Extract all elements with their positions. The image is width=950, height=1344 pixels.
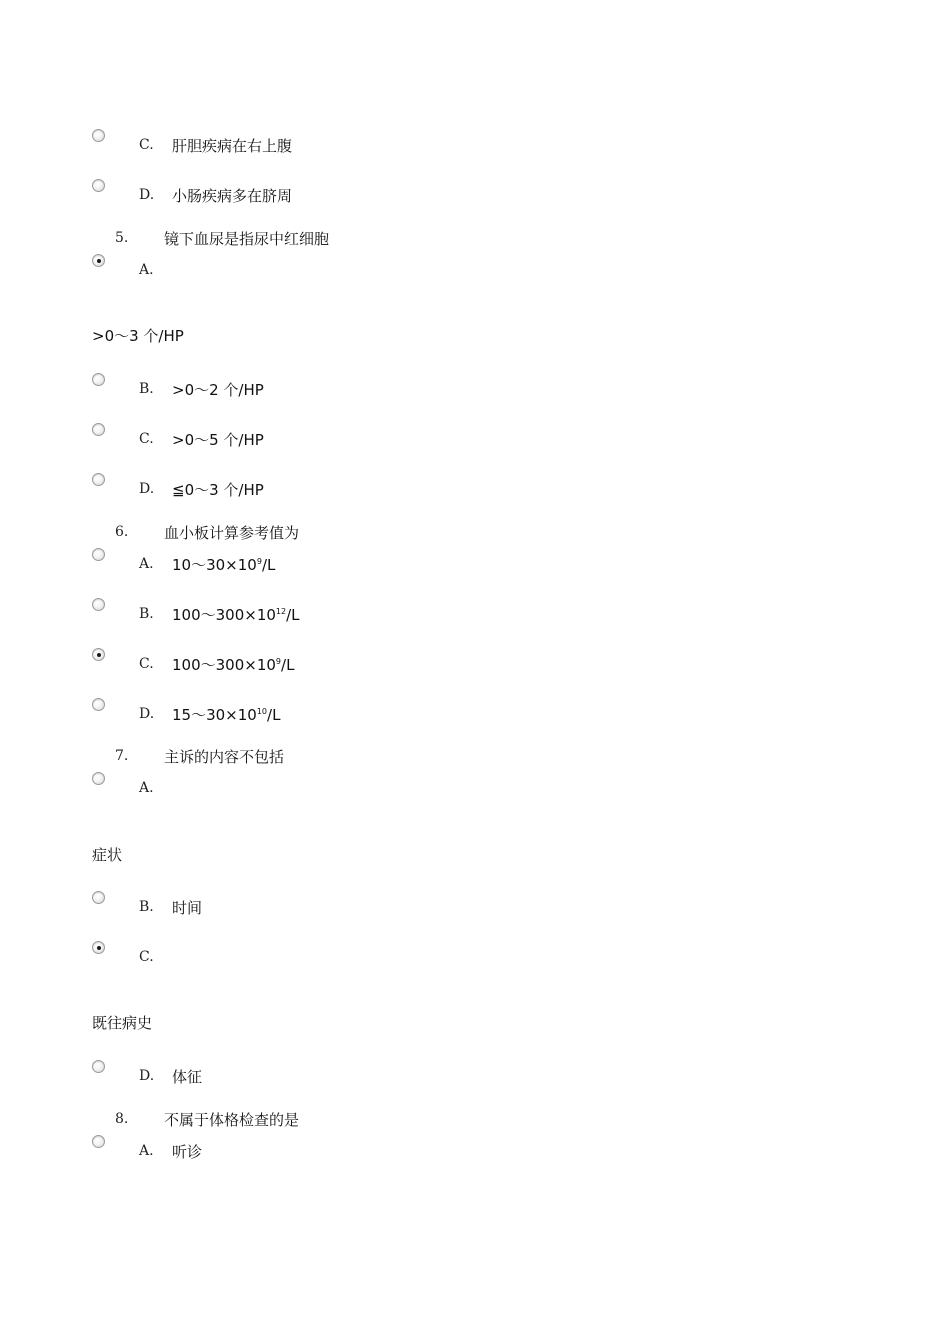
option-text: >0～2 个/HP: [172, 381, 264, 399]
question-number: 5.: [115, 230, 129, 246]
option-letter: C.: [139, 656, 154, 672]
radio-q4-c[interactable]: [92, 129, 105, 142]
question-text: 不属于体格检查的是: [164, 1111, 300, 1129]
option-text: >0～5 个/HP: [172, 431, 264, 449]
option-text: $100\sim 300\times 10^9/L$: [172, 656, 295, 674]
option-letter: C.: [139, 431, 154, 447]
radio-q6-b[interactable]: [92, 598, 105, 611]
option-text: 症状: [92, 846, 123, 864]
option-letter: B.: [139, 606, 154, 622]
option-letter: D.: [139, 481, 155, 497]
radio-q5-c[interactable]: [92, 423, 105, 436]
option-text: 小肠疾病多在脐周: [172, 187, 293, 205]
option-text: 既往病史: [92, 1014, 153, 1032]
option-letter: A.: [139, 262, 154, 278]
radio-q7-d[interactable]: [92, 1060, 105, 1073]
radio-q4-d[interactable]: [92, 179, 105, 192]
question-text: 血小板计算参考值为: [164, 524, 300, 542]
option-text: 肝胆疾病在右上腹: [172, 137, 293, 155]
option-text: 体征: [172, 1068, 203, 1086]
option-letter: D.: [139, 187, 155, 203]
option-letter: B.: [139, 381, 154, 397]
radio-q6-c[interactable]: [92, 648, 105, 661]
option-letter: A.: [139, 780, 154, 796]
radio-q5-d[interactable]: [92, 473, 105, 486]
radio-q8-a[interactable]: [92, 1135, 105, 1148]
question-number: 6.: [115, 524, 129, 540]
option-text: $15\sim 30\times 10^{10}/L$: [172, 706, 281, 724]
question-number: 8.: [115, 1111, 129, 1127]
question-text: 镜下血尿是指尿中红细胞: [164, 230, 330, 248]
question-text: 主诉的内容不包括: [164, 748, 285, 766]
radio-q7-b[interactable]: [92, 891, 105, 904]
radio-q7-c[interactable]: [92, 941, 105, 954]
option-text: ≦0～3 个/HP: [172, 481, 264, 499]
radio-q5-a[interactable]: [92, 254, 105, 267]
option-letter: B.: [139, 899, 154, 915]
radio-q6-a[interactable]: [92, 548, 105, 561]
radio-q6-d[interactable]: [92, 698, 105, 711]
option-letter: D.: [139, 706, 155, 722]
option-text: $100\sim 300\times 10^{12}/L$: [172, 606, 300, 624]
option-letter: A.: [139, 1143, 154, 1159]
option-letter: C.: [139, 137, 154, 153]
radio-q5-b[interactable]: [92, 373, 105, 386]
option-letter: C.: [139, 949, 154, 965]
radio-q7-a[interactable]: [92, 772, 105, 785]
question-number: 7.: [115, 748, 129, 764]
option-text: >0～3 个/HP: [92, 327, 184, 345]
option-letter: D.: [139, 1068, 155, 1084]
option-text: 时间: [172, 899, 203, 917]
option-letter: A.: [139, 556, 154, 572]
option-text: 听诊: [172, 1143, 203, 1161]
option-text: $10\sim 30\times 10^9/L$: [172, 556, 276, 574]
